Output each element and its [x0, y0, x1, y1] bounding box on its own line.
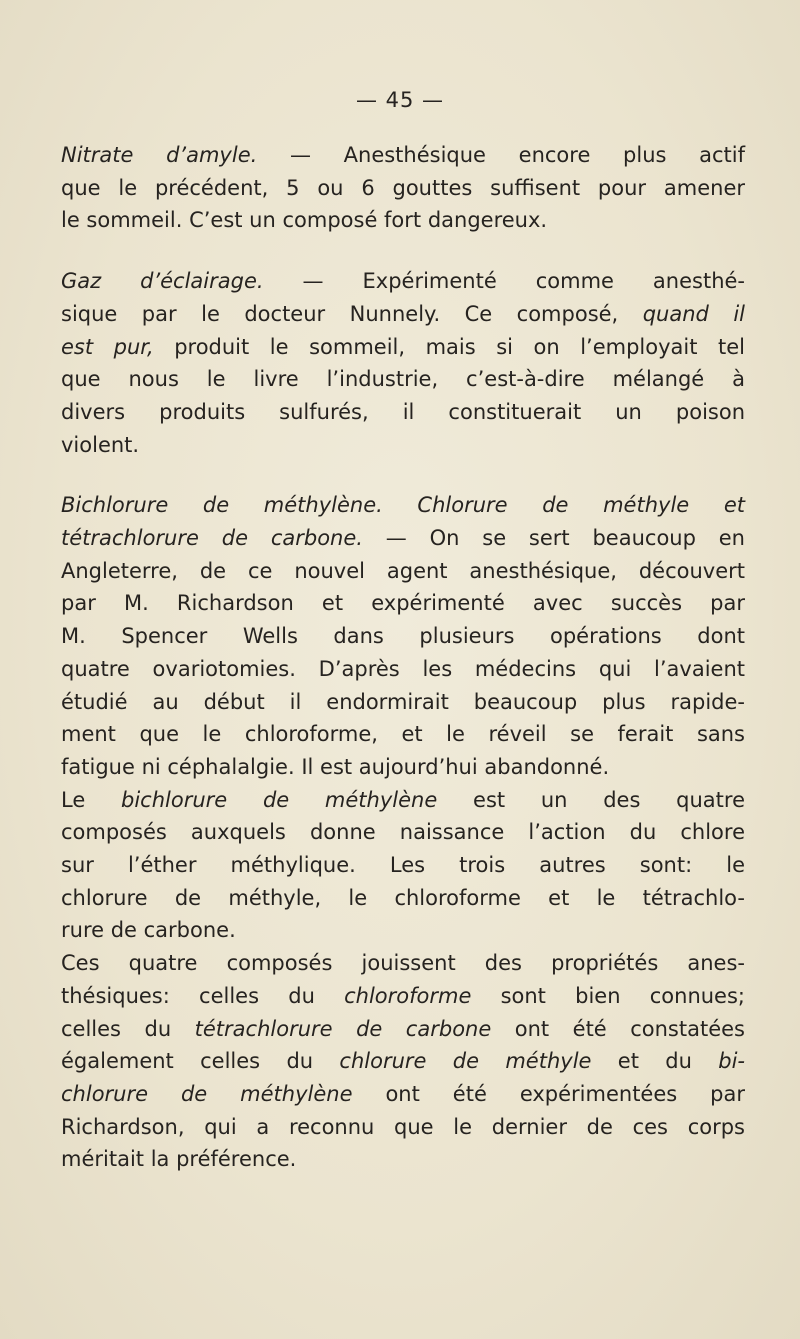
- text-line: [61, 489, 745, 522]
- text-segment: sique par le docteur Nunnely. Ce composé,: [61, 301, 643, 326]
- text-segment: méritait la préférence.: [61, 1147, 297, 1172]
- text-segment: ment que le chloroforme, et le réveil se ferait sans: [61, 722, 745, 747]
- text-line: [61, 751, 745, 784]
- text-line: [61, 587, 745, 620]
- italic-term: chlorure de méthyle: [339, 1049, 592, 1074]
- text-segment: étudié au début il endormirait beaucoup plus rapide-: [61, 689, 745, 714]
- italic-term: Gaz d’éclairage.: [61, 269, 264, 294]
- text-segment: — On se sert beaucoup en: [362, 526, 745, 551]
- text-segment: que le précédent, 5 ou 6 gouttes suffisent pour amener: [61, 175, 745, 200]
- italic-term: chlorure de méthylène: [61, 1081, 353, 1106]
- paragraph: [61, 784, 745, 948]
- text-line: [61, 172, 745, 205]
- text-segment: fatigue ni céphalalgie. Il est aujourd’hui abandonné.: [61, 754, 610, 779]
- text-line: [61, 522, 745, 555]
- italic-term: tétrachlorure de carbone: [194, 1016, 492, 1041]
- italic-term: est pur,: [61, 334, 154, 359]
- text-line: [61, 718, 745, 751]
- text-line: [61, 653, 745, 686]
- italic-term: Bichlorure de méthylène. Chlorure de méthyle et: [61, 493, 745, 518]
- italic-term: Nitrate d’amyle.: [61, 143, 258, 167]
- text-segment: et du: [591, 1049, 719, 1074]
- text-segment: sont bien connues;: [471, 983, 745, 1008]
- body-text: [61, 139, 745, 1176]
- paragraph: [61, 947, 745, 1176]
- text-segment: est un des quatre: [437, 787, 745, 812]
- text-line: [61, 849, 745, 882]
- text-line: [61, 396, 745, 429]
- text-segment: violent.: [61, 432, 140, 457]
- italic-term: bichlorure de méthylène: [121, 787, 438, 812]
- text-segment: Richardson, qui a reconnu que le dernier de ces corps: [61, 1114, 745, 1139]
- text-segment: également celles du: [61, 1049, 340, 1074]
- text-line: [61, 914, 745, 947]
- text-line: [61, 204, 745, 237]
- text-segment: produit le sommeil, mais si on l’employait tel: [153, 334, 745, 359]
- text-segment: Ces quatre composés jouissent des propriétés anes-: [61, 951, 745, 976]
- text-line: [61, 1111, 745, 1144]
- italic-term: quand il: [642, 301, 745, 326]
- text-segment: divers produits sulfurés, il constituerait un poison: [61, 399, 745, 424]
- text-line: [61, 816, 745, 849]
- page-number: — 45 —: [355, 88, 445, 112]
- text-segment: que nous le livre l’industrie, c’est-à-dire mélangé à: [61, 367, 745, 392]
- text-line: [61, 363, 745, 396]
- text-line: [61, 1143, 745, 1176]
- text-segment: sur l’éther méthylique. Les trois autres sont: le: [61, 853, 745, 878]
- text-segment: Le: [61, 787, 121, 812]
- text-line: [61, 265, 745, 298]
- text-line: [61, 620, 745, 653]
- text-line: [61, 555, 745, 588]
- text-segment: ont été constatées: [491, 1016, 745, 1041]
- text-line: [61, 139, 745, 172]
- text-segment: composés auxquels donne naissance l’action du chlore: [61, 820, 745, 845]
- text-segment: thésiques: celles du: [61, 983, 345, 1008]
- text-line: [61, 298, 745, 331]
- paragraph: [61, 139, 745, 237]
- paragraph: [61, 265, 745, 461]
- text-line: [61, 947, 745, 980]
- text-line: [61, 784, 745, 817]
- text-line: [61, 980, 745, 1013]
- text-segment: quatre ovariotomies. D’après les médecins qui l’avaient: [61, 656, 745, 681]
- text-segment: M. Spencer Wells dans plusieurs opérations dont: [61, 624, 745, 649]
- text-segment: celles du: [61, 1016, 195, 1041]
- text-segment: chlorure de méthyle, le chloroforme et le tétrachlo-: [61, 885, 745, 910]
- text-line: [61, 1045, 745, 1078]
- text-line: [61, 1013, 745, 1046]
- text-segment: ont été expérimentées par: [352, 1081, 745, 1106]
- text-line: [61, 331, 745, 364]
- text-line: [61, 1078, 745, 1111]
- text-line: [61, 882, 745, 915]
- text-segment: rure de carbone.: [61, 918, 236, 943]
- italic-term: tétrachlorure de carbone.: [61, 526, 363, 551]
- text-segment: le sommeil. C’est un composé fort dangereux.: [61, 208, 548, 233]
- paragraph: [61, 489, 745, 783]
- text-line: [61, 686, 745, 719]
- text-line: [61, 429, 745, 462]
- text-segment: par M. Richardson et expérimenté avec succès par: [61, 591, 745, 616]
- text-segment: — Expérimenté comme anesthé-: [263, 269, 746, 294]
- text-segment: Angleterre, de ce nouvel agent anesthésique, découvert: [61, 558, 745, 583]
- italic-term: chloroforme: [344, 983, 472, 1008]
- italic-term: bi-: [718, 1049, 745, 1074]
- text-segment: — Anesthésique encore plus actif: [257, 143, 746, 167]
